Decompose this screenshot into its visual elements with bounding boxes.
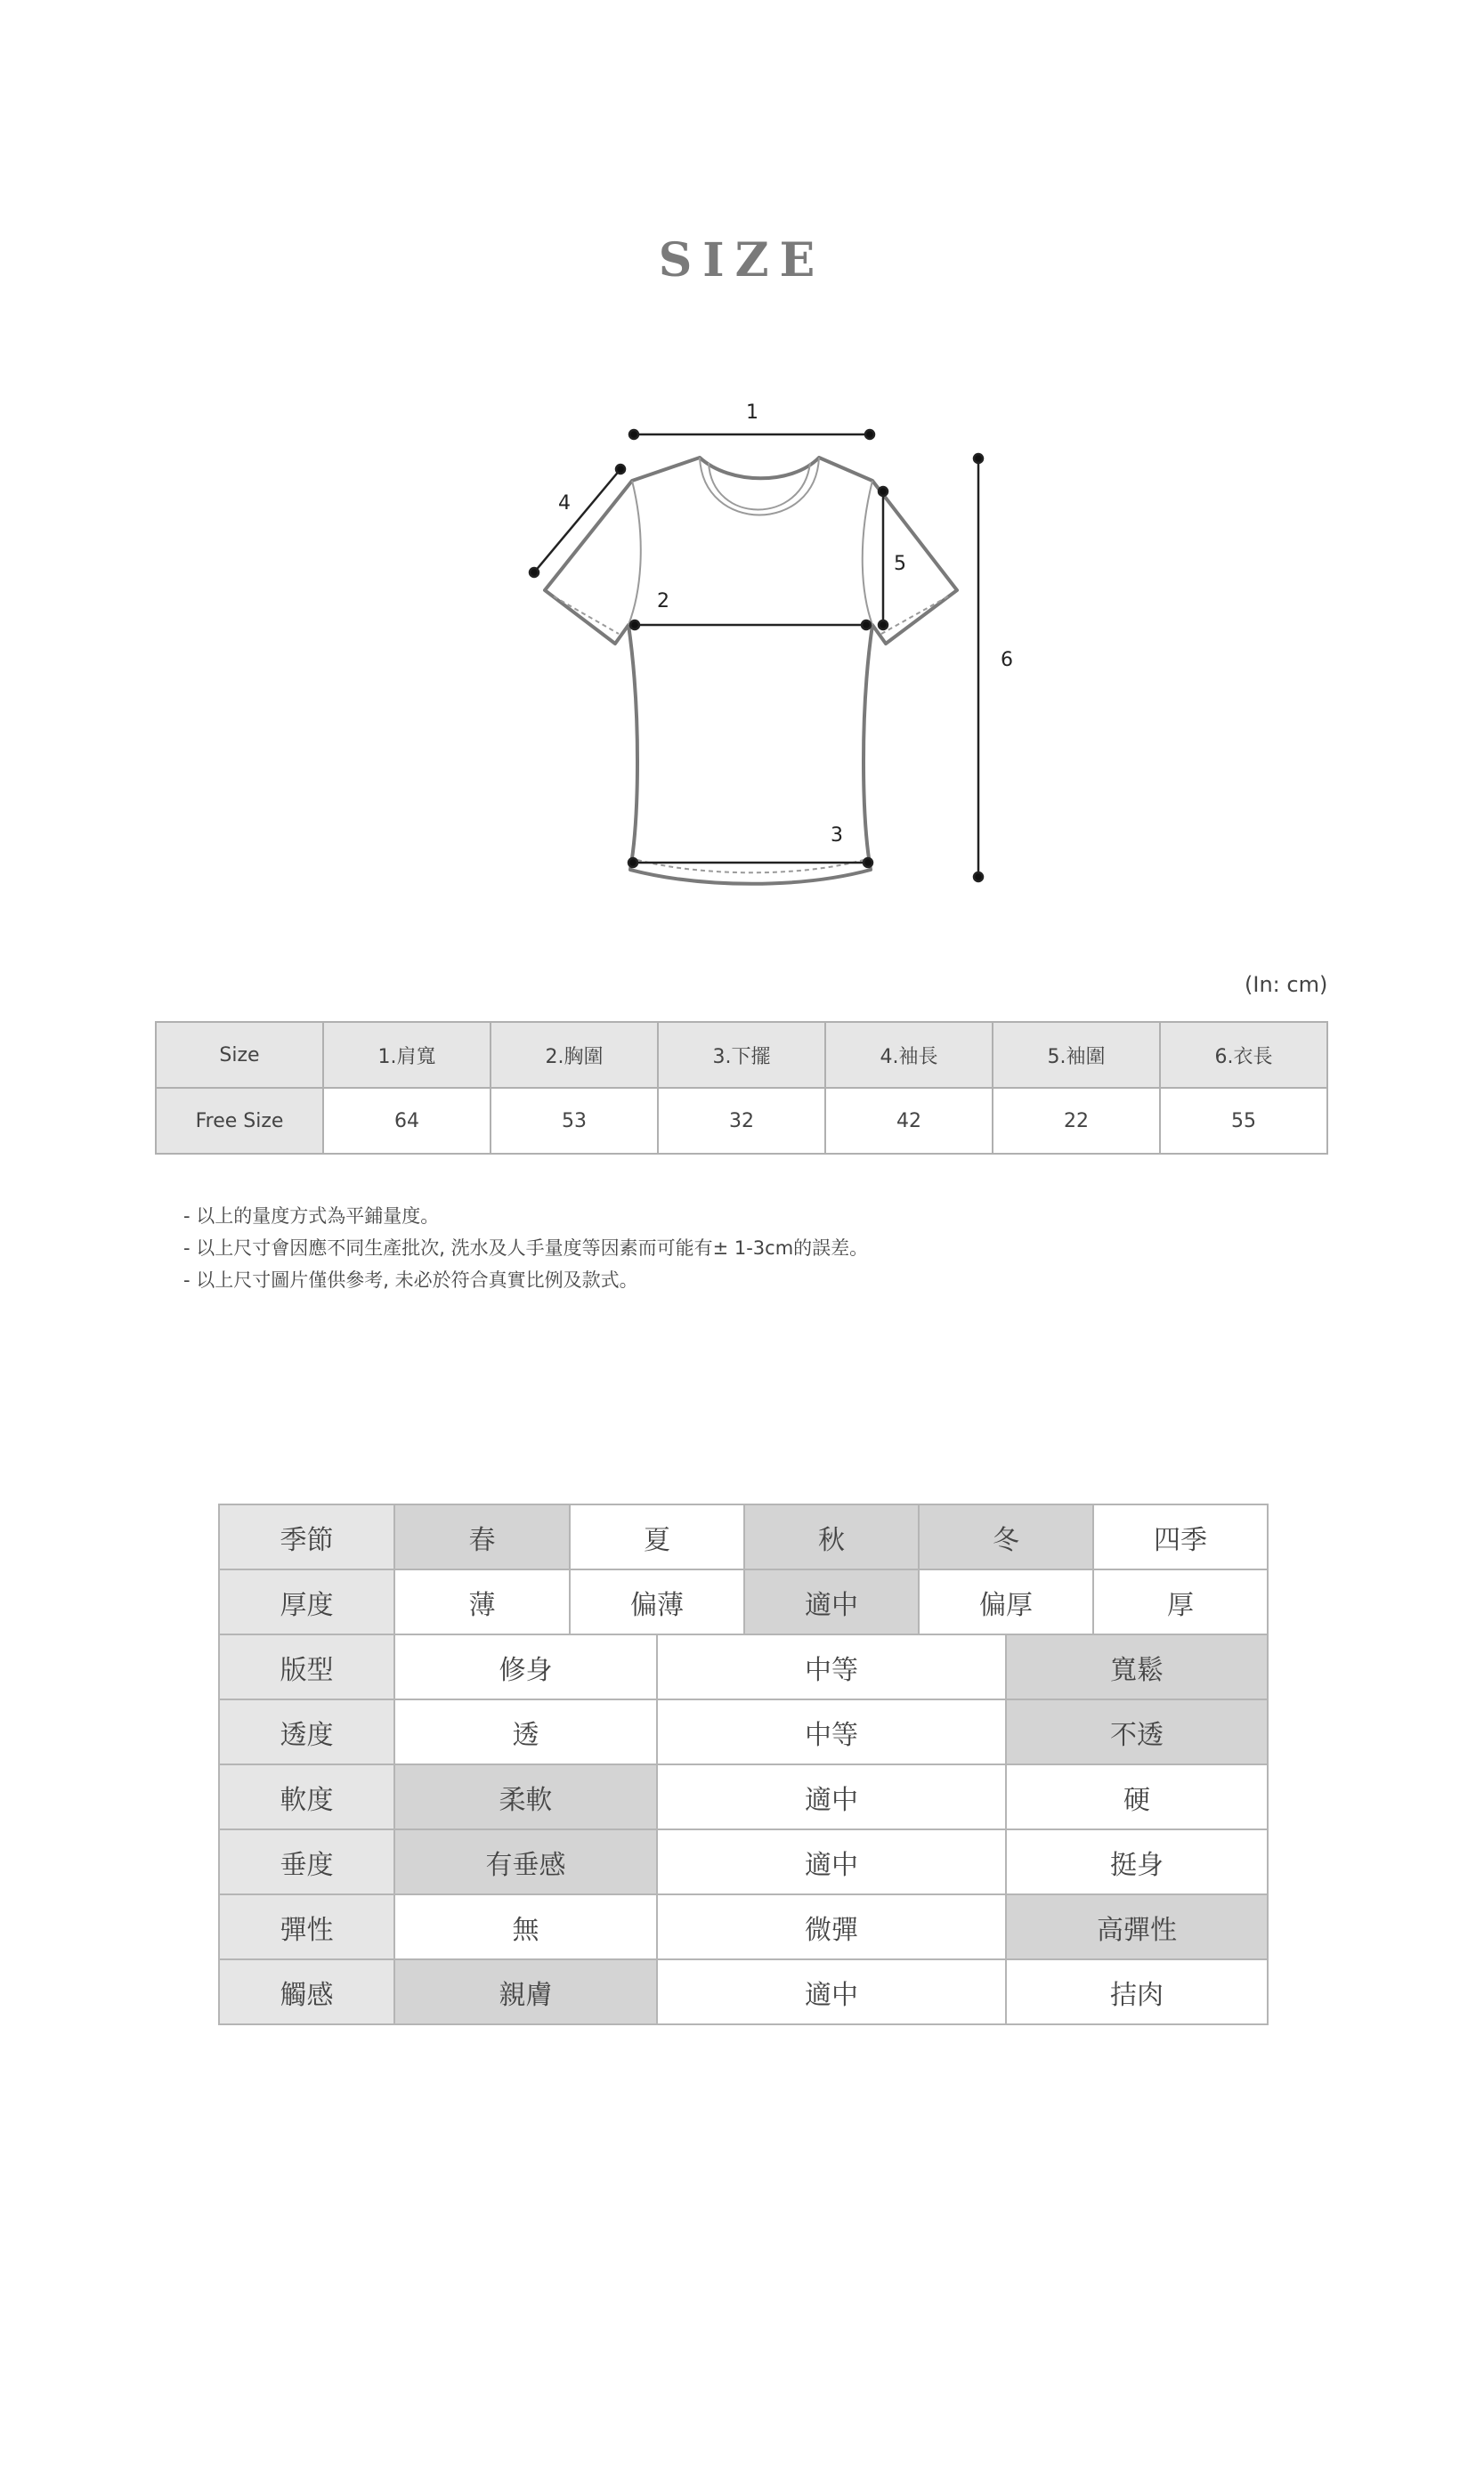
fabric-option-cell: 偏薄 xyxy=(570,1569,744,1634)
fabric-option-cell: 四季 xyxy=(1093,1504,1268,1569)
fabric-option-cell: 硬 xyxy=(1006,1764,1268,1829)
size-table-row xyxy=(156,1088,1327,1154)
measure-line-sleeve-length xyxy=(530,465,625,577)
fabric-row-label: 彈性 xyxy=(219,1894,394,1959)
fabric-option-cell: 親膚 xyxy=(394,1959,657,2024)
fabric-row xyxy=(219,1569,1268,1634)
fabric-option-cell: 柔軟 xyxy=(394,1764,657,1829)
fabric-option-cell: 拮肉 xyxy=(1006,1959,1268,2024)
fabric-option-cell: 高彈性 xyxy=(1006,1894,1268,1959)
note-line: - 以上尺寸會因應不同生產批次, 洗水及人手量度等因素而可能有± 1-3cm的誤差。 xyxy=(183,1237,869,1259)
fabric-row xyxy=(219,1959,1268,2024)
measure-line-shoulder xyxy=(629,430,874,439)
label-3: 3 xyxy=(831,824,843,847)
size-header-cell: 4.袖長 xyxy=(825,1022,993,1088)
size-value-cell: 22 xyxy=(993,1088,1160,1154)
size-value-cell: 53 xyxy=(491,1088,658,1154)
label-6: 6 xyxy=(1001,649,1013,671)
label-4: 4 xyxy=(558,492,571,515)
fabric-row-label: 軟度 xyxy=(219,1764,394,1829)
fabric-row xyxy=(219,1894,1268,1959)
fabric-option-cell: 挺身 xyxy=(1006,1829,1268,1894)
measure-line-length xyxy=(974,454,983,881)
fabric-row xyxy=(219,1634,1268,1699)
note-line: - 以上尺寸圖片僅供參考, 未必於符合真實比例及款式。 xyxy=(183,1269,638,1291)
size-value-cell: 55 xyxy=(1160,1088,1327,1154)
tshirt-measurement-diagram xyxy=(0,0,1484,926)
page-title: SIZE xyxy=(658,233,826,288)
fabric-option-cell: 適中 xyxy=(744,1569,919,1634)
size-header-cell: 5.袖圍 xyxy=(993,1022,1160,1088)
size-header-cell: 3.下擺 xyxy=(658,1022,825,1088)
fabric-row xyxy=(219,1504,1268,1569)
fabric-option-cell: 適中 xyxy=(657,1764,1006,1829)
fabric-row-label: 厚度 xyxy=(219,1569,394,1634)
measure-line-sleeve-width xyxy=(879,487,888,629)
fabric-option-cell: 薄 xyxy=(394,1569,570,1634)
fabric-row-label: 透度 xyxy=(219,1699,394,1764)
size-table xyxy=(155,1021,1328,1155)
fabric-row xyxy=(219,1829,1268,1894)
note-line: - 以上的量度方式為平鋪量度。 xyxy=(183,1205,440,1227)
fabric-row xyxy=(219,1764,1268,1829)
label-2: 2 xyxy=(657,590,669,612)
fabric-option-cell: 微彈 xyxy=(657,1894,1006,1959)
size-header-cell: Size xyxy=(156,1022,323,1088)
fabric-option-cell: 有垂感 xyxy=(394,1829,657,1894)
fabric-option-cell: 無 xyxy=(394,1894,657,1959)
fabric-option-cell: 透 xyxy=(394,1699,657,1764)
fabric-option-cell: 中等 xyxy=(657,1634,1006,1699)
fabric-option-cell: 冬 xyxy=(919,1504,1093,1569)
fabric-option-cell: 厚 xyxy=(1093,1569,1268,1634)
size-header-cell: 1.肩寬 xyxy=(323,1022,491,1088)
fabric-option-cell: 夏 xyxy=(570,1504,744,1569)
size-table-header-row xyxy=(156,1022,1327,1088)
fabric-row-label: 季節 xyxy=(219,1504,394,1569)
tshirt-inner-lines-icon xyxy=(554,458,948,872)
size-row-label: Free Size xyxy=(156,1088,323,1154)
fabric-option-cell: 中等 xyxy=(657,1699,1006,1764)
tshirt-outline-icon xyxy=(545,458,957,884)
size-value-cell: 32 xyxy=(658,1088,825,1154)
fabric-row xyxy=(219,1699,1268,1764)
fabric-option-cell: 不透 xyxy=(1006,1699,1268,1764)
label-5: 5 xyxy=(894,553,906,575)
fabric-option-cell: 適中 xyxy=(657,1959,1006,2024)
size-header-cell: 6.衣長 xyxy=(1160,1022,1327,1088)
size-header-cell: 2.胸圍 xyxy=(491,1022,658,1088)
fabric-option-cell: 寬鬆 xyxy=(1006,1634,1268,1699)
fabric-option-cell: 秋 xyxy=(744,1504,919,1569)
size-value-cell: 64 xyxy=(323,1088,491,1154)
fabric-row-label: 版型 xyxy=(219,1634,394,1699)
unit-label: (In: cm) xyxy=(1245,972,1328,997)
fabric-option-cell: 春 xyxy=(394,1504,570,1569)
label-1: 1 xyxy=(746,401,758,424)
fabric-properties-table xyxy=(218,1504,1269,2025)
fabric-row-label: 垂度 xyxy=(219,1829,394,1894)
fabric-option-cell: 修身 xyxy=(394,1634,657,1699)
fabric-option-cell: 偏厚 xyxy=(919,1569,1093,1634)
fabric-row-label: 觸感 xyxy=(219,1959,394,2024)
fabric-option-cell: 適中 xyxy=(657,1829,1006,1894)
measure-line-chest xyxy=(630,620,871,629)
measurement-notes xyxy=(183,1200,868,1296)
size-value-cell: 42 xyxy=(825,1088,993,1154)
